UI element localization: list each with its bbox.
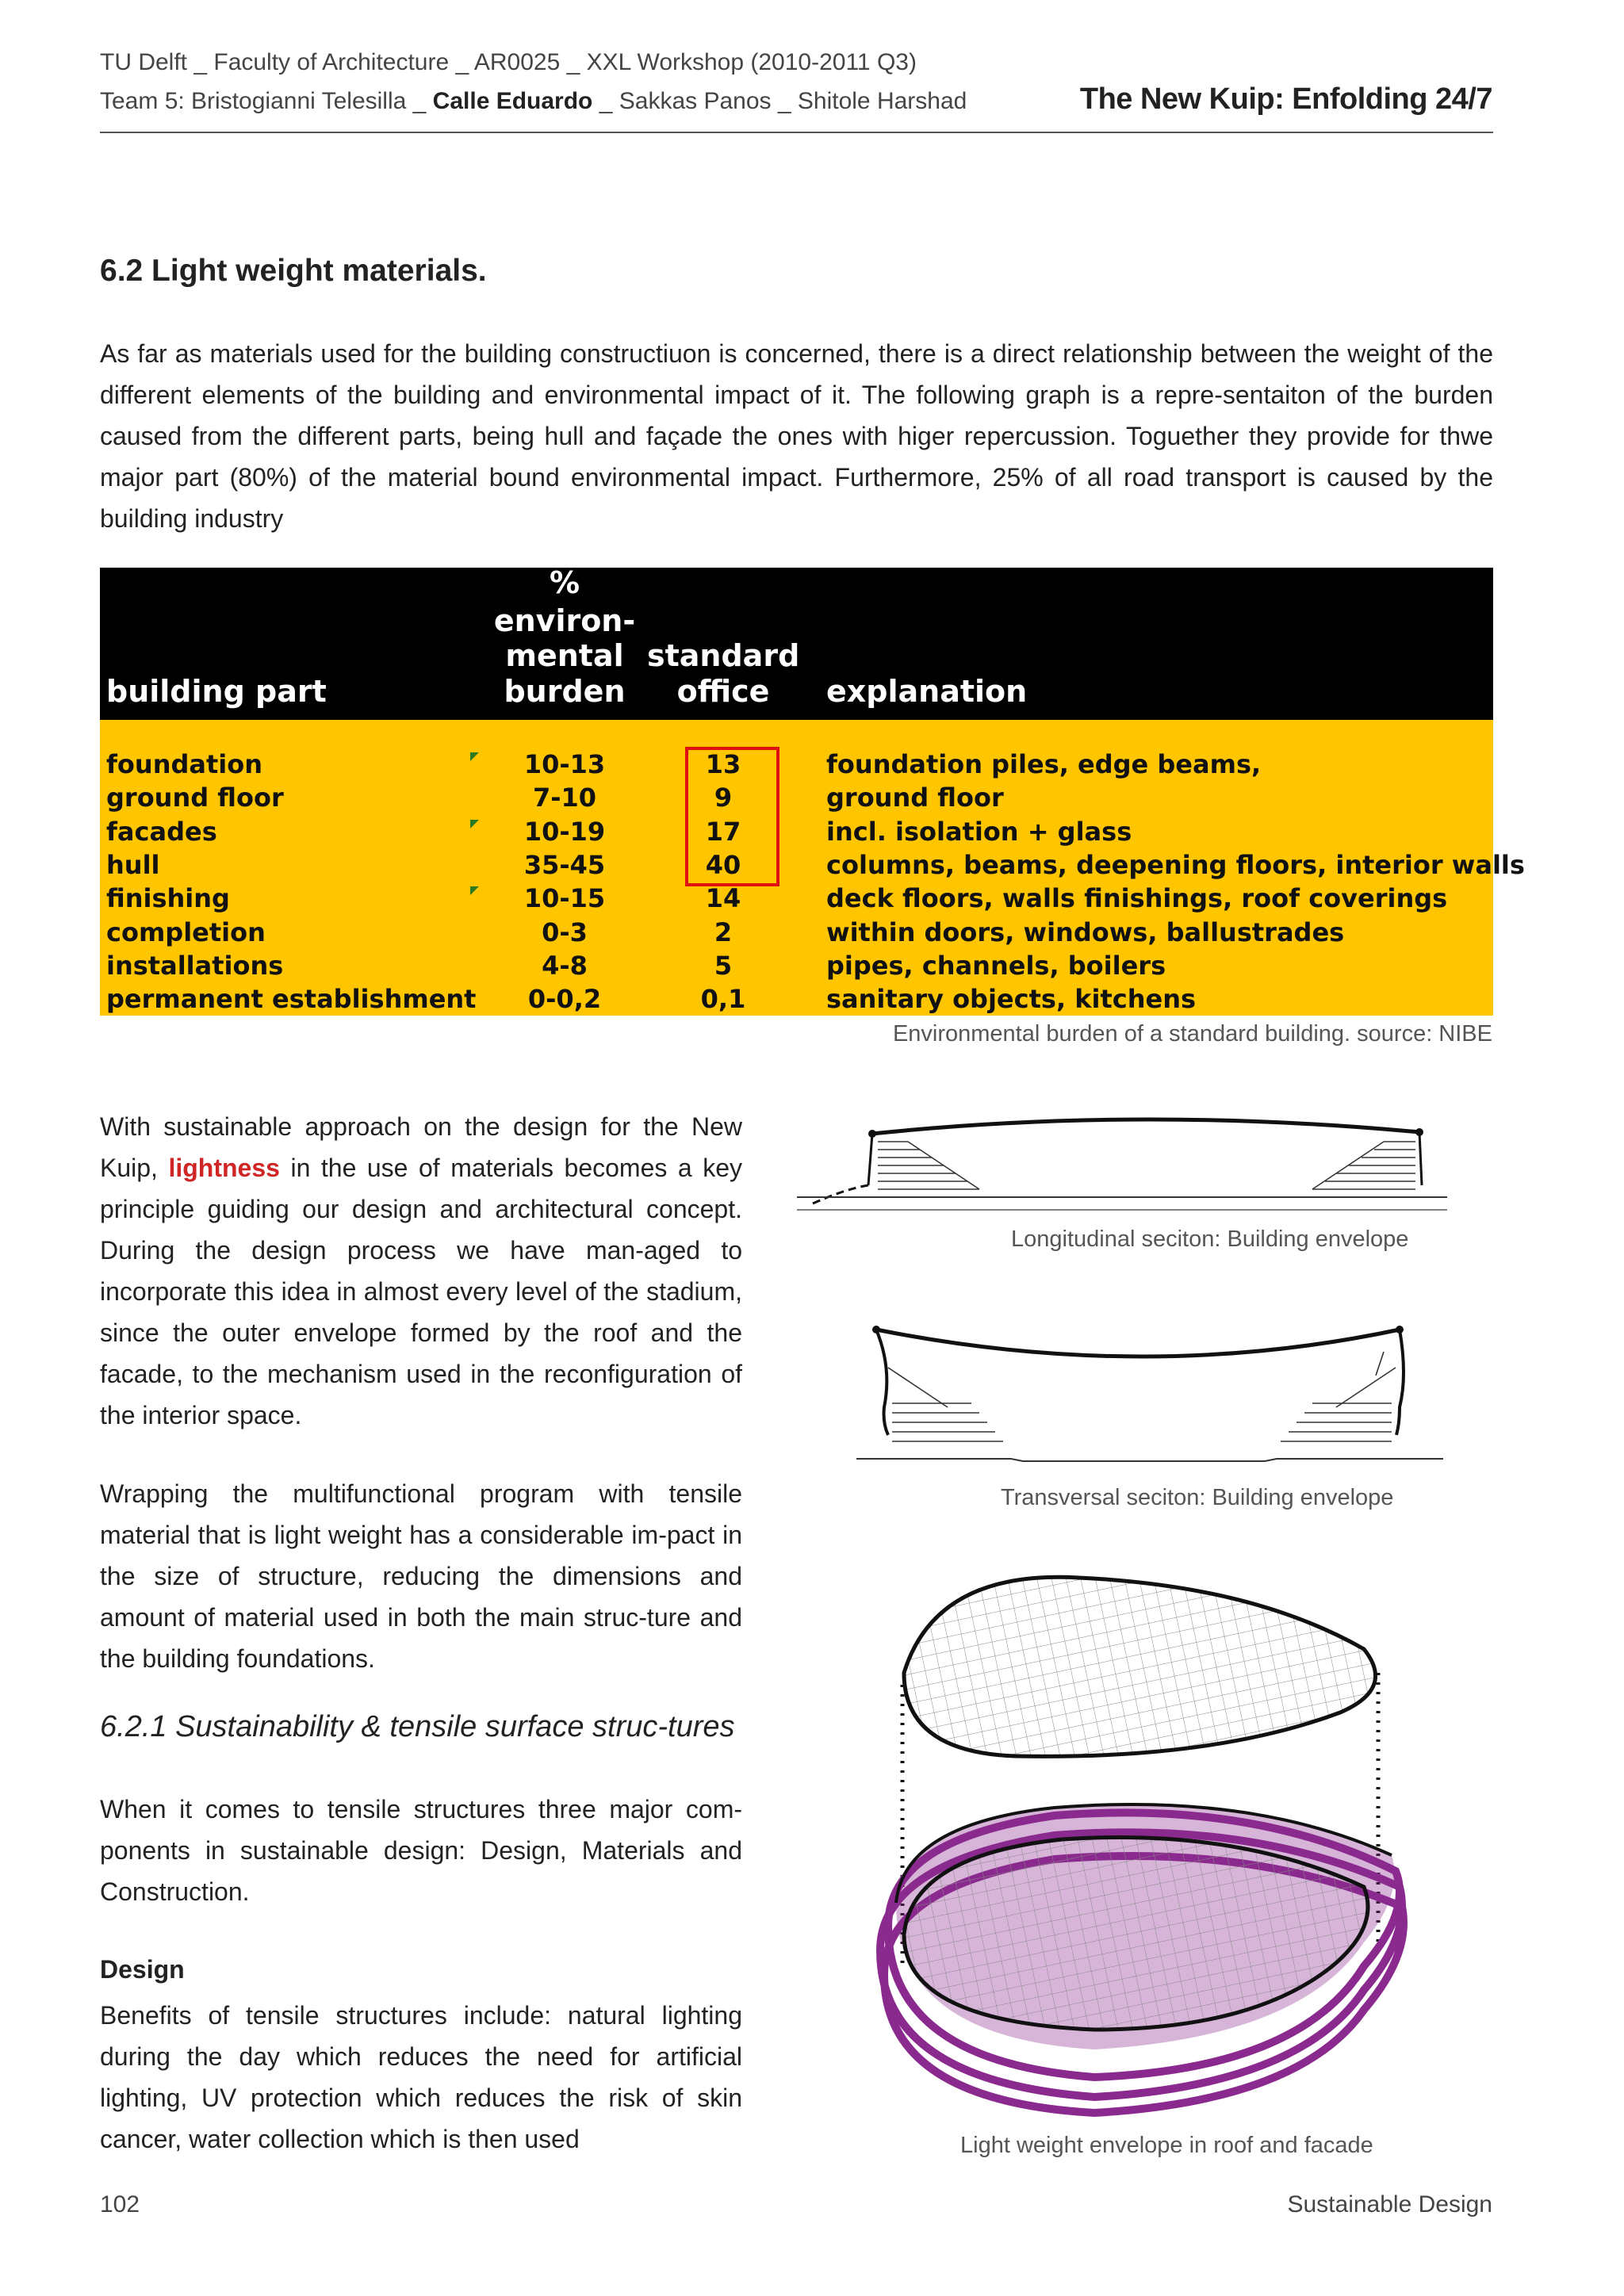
row-explanation: columns, beams, deepening floors, interior walls	[826, 850, 1525, 880]
row-standard-office: 9	[714, 783, 733, 813]
row-explanation: within doors, windows, ballustrades	[826, 917, 1345, 947]
section-title: 6.2 Light weight materials.	[100, 254, 487, 288]
marker-triangle	[470, 820, 479, 828]
header-office-label: office	[676, 674, 770, 709]
row-burden: 10-13	[523, 749, 606, 779]
row-building-part: ground floor	[106, 783, 284, 813]
intro-paragraph: As far as materials used for the building constructiuon is concerned, there is a direct relationship between the weight of the different elements of the building and environmental impact of it. The following graph is a repre-sentaiton of the burden caused from the different parts, being hull and façade the ones with higer repercussion. Toguether they provide for thwe major part (80%) of the material bound environmental impact. Furthermore, 25% of all road transport is caused by the building industry	[100, 339, 1493, 533]
row-building-part: installations	[106, 951, 284, 981]
row-standard-office: 40	[705, 850, 741, 880]
header-team-line	[100, 88, 967, 115]
para1-before: With sustainable approach on the design for the New Kuip,	[100, 1112, 742, 1182]
row-building-part: finishing	[106, 883, 230, 913]
longitudinal-section-drawing	[789, 1110, 1455, 1221]
row-burden: 10-15	[523, 883, 606, 913]
header-burden-mental: mental	[505, 638, 624, 673]
para1-after: in the use of materials becomes a key principle guiding our design and architectural concept. During the design process we have man-aged to incorporate this idea in almost every level of the stadium, since the outer envelope formed by the roof and the facade, to the mechanism used in the reconfiguration of the interior space.	[100, 1154, 743, 1429]
header-course-line: TU Delft _ Faculty of Architecture _ AR0025 _ XXL Workshop (2010-2011 Q3)	[100, 49, 917, 75]
table-header	[100, 565, 1493, 720]
page-number: 102	[100, 2191, 140, 2218]
transversal-caption: Transversal seciton: Building envelope	[1001, 1485, 1394, 1510]
body-paragraph-3: When it comes to tensile structures three major com-ponents in sustainable design: Design, Materials and Construction.	[100, 1795, 742, 1906]
row-explanation: foundation piles, edge beams,	[826, 749, 1262, 779]
row-explanation: pipes, channels, boilers	[826, 951, 1166, 981]
envelope-3d-drawing	[856, 1554, 1427, 2125]
row-building-part: foundation	[106, 749, 262, 779]
row-standard-office: 17	[705, 817, 741, 847]
row-explanation: deck floors, walls finishings, roof coverings	[826, 883, 1448, 913]
row-building-part: hull	[106, 850, 160, 880]
team-suffix: _ Sakkas Panos _ Shitole Harshad	[592, 88, 967, 114]
environmental-burden-table	[100, 565, 1525, 1016]
header-burden-percent: %	[549, 565, 580, 600]
row-explanation: sanitary objects, kitchens	[826, 984, 1197, 1014]
header-building-part: building part	[106, 674, 327, 709]
row-burden: 10-19	[523, 817, 606, 847]
row-explanation: incl. isolation + glass	[826, 817, 1132, 847]
row-explanation: ground floor	[826, 783, 1004, 813]
marker-triangle	[470, 752, 479, 761]
subsection-title: 6.2.1 Sustainability & tensile surface struc-tures	[100, 1710, 735, 1743]
row-standard-office: 14	[705, 883, 741, 913]
body-paragraph-4: Benefits of tensile structures include: natural lighting during the day which reduces the need for artificial lighting, UV protection which reduces the risk of skin cancer, water collection which is then used	[100, 2001, 742, 2153]
envelope-caption: Light weight envelope in roof and facade	[960, 2133, 1373, 2158]
design-heading: Design	[100, 1955, 185, 1984]
row-burden: 0-3	[542, 917, 588, 947]
row-standard-office: 2	[714, 917, 733, 947]
row-building-part: completion	[106, 917, 266, 947]
marker-triangle	[470, 886, 479, 895]
document-title: The New Kuip: Enfolding 24/7	[1079, 82, 1492, 116]
row-burden: 35-45	[523, 850, 606, 880]
header-burden-label: burden	[504, 674, 626, 709]
table-caption: Environmental burden of a standard building. source: NIBE	[892, 1021, 1492, 1047]
header-burden-environ: environ-	[493, 603, 636, 638]
row-burden: 4-8	[542, 951, 588, 981]
body-paragraph-2: Wrapping the multifunctional program with tensile material that is light weight has a considerable im-pact in the size of structure, reducing the dimensions and amount of material used in both the main struc-ture and the building foundations.	[100, 1479, 742, 1673]
row-building-part: permanent establishment	[106, 984, 477, 1014]
team-bold-name: Calle Eduardo	[432, 88, 593, 114]
row-building-part: facades	[106, 817, 217, 847]
longitudinal-caption: Longitudinal seciton: Building envelope	[1011, 1226, 1409, 1252]
footer-section-name: Sustainable Design	[1287, 2191, 1492, 2218]
header-office-standard: standard	[647, 638, 800, 673]
row-standard-office: 0,1	[700, 984, 746, 1014]
header-divider	[100, 132, 1493, 133]
row-standard-office: 5	[714, 951, 733, 981]
team-prefix: Team 5: Bristogianni Telesilla _	[100, 88, 433, 114]
lightness-highlight: lightness	[168, 1154, 280, 1182]
transversal-section-drawing	[852, 1320, 1447, 1479]
row-burden: 0-0,2	[527, 984, 602, 1014]
row-burden: 7-10	[532, 783, 597, 813]
body-paragraph-1	[100, 1106, 742, 1436]
row-standard-office: 13	[705, 749, 741, 779]
header-explanation: explanation	[826, 674, 1028, 709]
